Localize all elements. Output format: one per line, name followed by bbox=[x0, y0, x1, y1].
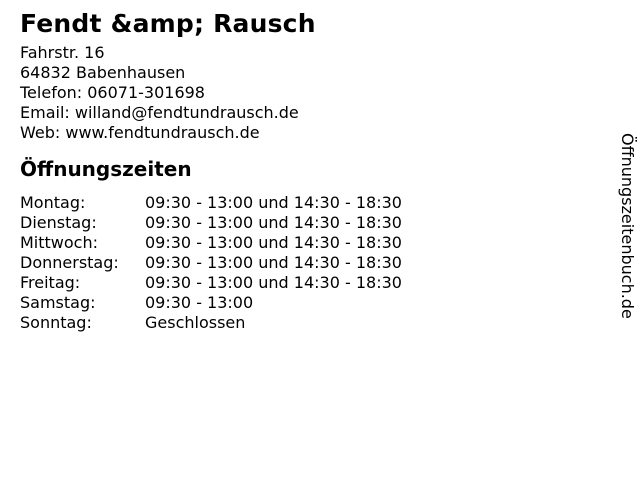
hours-time-value: 09:30 - 13:00 bbox=[145, 293, 254, 312]
hours-row-saturday bbox=[20, 293, 600, 313]
hours-time-value: 09:30 - 13:00 und 14:30 - 18:30 bbox=[145, 193, 402, 212]
contact-block bbox=[20, 43, 600, 143]
opening-hours-heading: Öffnungszeiten bbox=[20, 157, 192, 181]
hours-time-value: 09:30 - 13:00 und 14:30 - 18:30 bbox=[145, 273, 402, 292]
hours-day-label: Freitag: bbox=[20, 273, 81, 292]
address-street: Fahrstr. 16 bbox=[20, 43, 105, 62]
main-content bbox=[20, 0, 600, 333]
hours-row-friday bbox=[20, 273, 600, 293]
hours-day-label: Dienstag: bbox=[20, 213, 97, 232]
site-watermark: Öffnungszeitenbuch.de bbox=[618, 133, 637, 319]
hours-row-tuesday bbox=[20, 213, 600, 233]
hours-time-value: 09:30 - 13:00 und 14:30 - 18:30 bbox=[145, 253, 402, 272]
hours-time-value: Geschlossen bbox=[145, 313, 246, 332]
hours-day-label: Donnerstag: bbox=[20, 253, 119, 272]
hours-row-sunday bbox=[20, 313, 600, 333]
address-city: 64832 Babenhausen bbox=[20, 63, 186, 82]
hours-day-label: Montag: bbox=[20, 193, 86, 212]
opening-hours-table bbox=[20, 193, 600, 333]
hours-time-value: 09:30 - 13:00 und 14:30 - 18:30 bbox=[145, 213, 402, 232]
hours-day-label: Samstag: bbox=[20, 293, 96, 312]
hours-row-thursday bbox=[20, 253, 600, 273]
hours-row-monday bbox=[20, 193, 600, 213]
hours-day-label: Mittwoch: bbox=[20, 233, 98, 252]
hours-time-value: 09:30 - 13:00 und 14:30 - 18:30 bbox=[145, 233, 402, 252]
hours-day-label: Sonntag: bbox=[20, 313, 92, 332]
phone-line: Telefon: 06071-301698 bbox=[20, 83, 205, 102]
hours-row-wednesday bbox=[20, 233, 600, 253]
business-name-title: Fendt &amp; Rausch bbox=[20, 9, 316, 38]
email-line: Email: willand@fendtundrausch.de bbox=[20, 103, 299, 122]
web-line: Web: www.fendtundrausch.de bbox=[20, 123, 260, 142]
